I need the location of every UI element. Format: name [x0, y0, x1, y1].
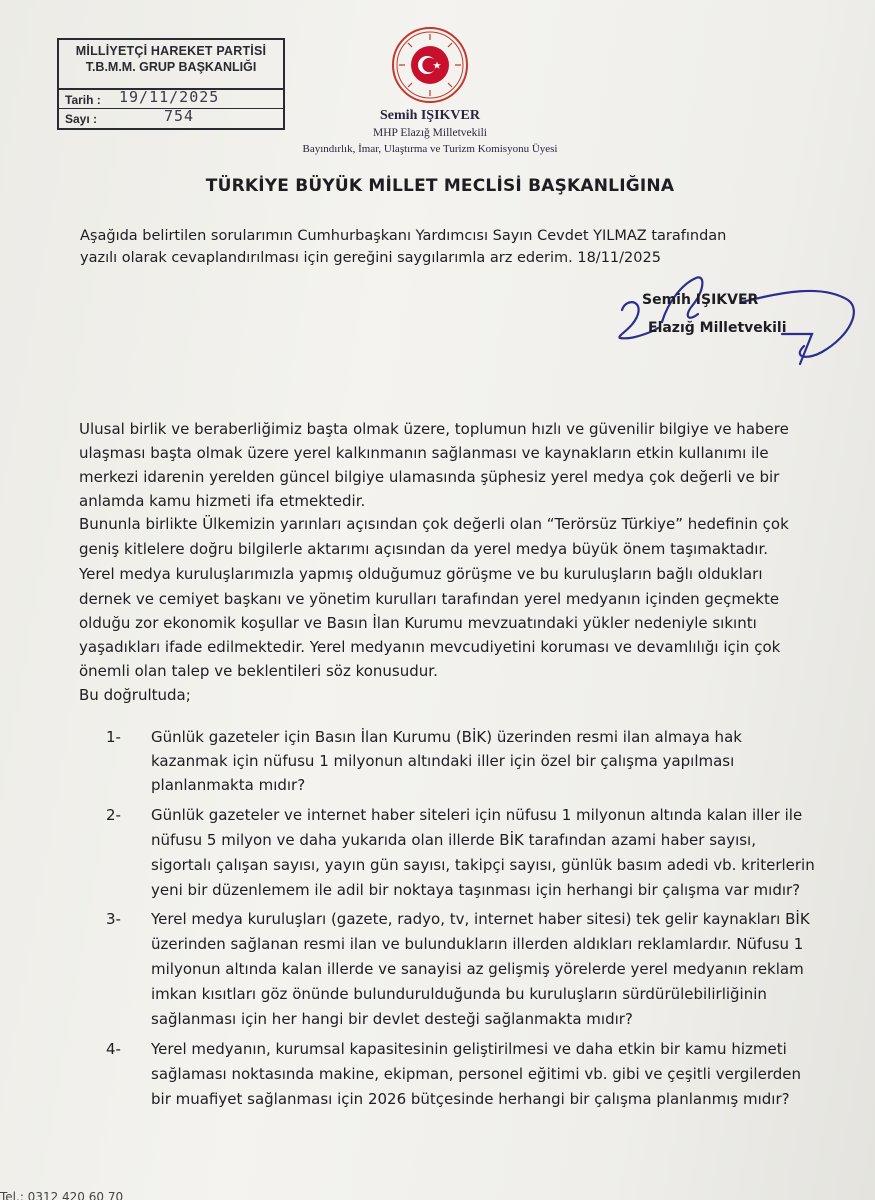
- stamp-party: MİLLİYETÇİ HAREKET PARTİSİ: [75, 44, 267, 58]
- intro-line: Aşağıda belirtilen sorularımın Cumhurbaşkanı Yardımcısı Sayın Cevdet YILMAZ tarafından: [80, 228, 727, 244]
- footer-phone: Tel.: 0312 420 60 70: [0, 1190, 124, 1200]
- body-line: önemli olan talep ve beklentileri söz konusudur.: [79, 662, 438, 680]
- stamp-date-label: Tarih :: [65, 93, 101, 107]
- handwritten-signature: [612, 262, 862, 372]
- stamp-number-label: Sayı :: [65, 112, 98, 126]
- question-number: 3-: [106, 910, 121, 928]
- body-line: Ulusal birlik ve beraberliğimiz başta olmak üzere, toplumun hızlı ve güvenilir bilgiye ve habere: [79, 420, 789, 438]
- body-line: olduğu zor ekonomik koşullar ve Basın İlan Kurumu mevzuatındaki yükler nedeniyle sıkıntı: [79, 614, 757, 632]
- body-line: geniş kitlelere doğru bilgilerle aktarımı açısından da yerel medya büyük önem taşımaktadır.: [79, 540, 769, 558]
- body-line: anlamda kamu hizmeti ifa etmektedir.: [79, 492, 366, 510]
- question-line: sigortalı çalışan sayısı, yayın gün sayısı, takipçi sayısı, günlük basım adedi vb. kriterlerin: [151, 856, 815, 874]
- body-line: merkezi idarenin yerelden güncel bilgiye ulamasında şüphesiz yerel medya çok değerli ve bir: [79, 468, 780, 486]
- question-line: nüfusu 5 milyon ve daha yukarıda olan illerde BİK tarafından azami haber sayısı,: [151, 831, 756, 849]
- letterhead-name: Semih IŞIKVER: [380, 108, 480, 123]
- stamp-date-value: 19/11/2025: [119, 88, 220, 106]
- stamp-number-value: 754: [164, 107, 195, 125]
- stamp-number-row: [59, 108, 283, 129]
- question-line: yeni bir düzenlemem ile adil bir noktaya taşınması için herhangi bir çalışma var mıdır?: [151, 881, 801, 899]
- body-line: yaşadıkları ifade edilmektedir. Yerel medyanın mevcudiyetini koruması ve devamlılığı için çok: [79, 638, 781, 656]
- question-line: planlanmakta mıdır?: [151, 776, 306, 794]
- question-line: bir muafiyet sağlanması için 2026 bütçesinde herhangi bir çalışma planlanmış mıdır?: [151, 1090, 790, 1108]
- stamp-office: T.B.M.M. GRUP BAŞKANLIĞI: [85, 60, 257, 74]
- question-line: üzerinden sağlanan resmi ilan ve bulundukların illerden aldıkları reklamlardır. Nüfusu 1: [151, 935, 804, 953]
- signatory-name: Semih IŞIKVER: [642, 292, 759, 308]
- registry-stamp: [57, 38, 285, 130]
- body-line: Bu doğrultuda;: [79, 686, 191, 704]
- intro-line: yazılı olarak cevaplandırılması için gereğini saygılarımla arz ederim. 18/11/2025: [80, 250, 661, 266]
- body-line: Yerel medya kuruluşlarımızla yapmış olduğumuz görüşme ve bu kuruluşların bağlı oldukları: [79, 565, 763, 583]
- letterhead-title: MHP Elazığ Milletvekili: [373, 127, 487, 139]
- question-line: Yerel medya kuruluşları (gazete, radyo, tv, internet haber sitesi) tek gelir kaynakları BİK: [151, 910, 810, 928]
- signatory-role: Elazığ Milletvekili: [648, 320, 787, 336]
- question-line: Günlük gazeteler ve internet haber siteleri için nüfusu 1 milyonun altında kalan iller ile: [151, 806, 803, 824]
- question-number: 1-: [106, 728, 121, 746]
- question-number: 2-: [106, 806, 121, 824]
- question-line: Yerel medyanın, kurumsal kapasitesinin geliştirilmesi ve daha etkin bir kamu hizmeti: [151, 1040, 787, 1058]
- question-line: kazanmak için nüfusu 1 milyonun altındaki iller için özel bir çalışma yapılması: [151, 752, 735, 770]
- tbmm-emblem-icon: [391, 26, 469, 104]
- question-line: imkan kısıtları göz önünde bulundurulduğunda bu kuruluşların sürdürülebilirliğinin: [151, 985, 767, 1003]
- body-line: ulaşması başta olmak üzere yerel kalkınmanın sağlanması ve kaynakların etkin kullanımı ile: [79, 444, 769, 462]
- letterhead-committee: Bayındırlık, İmar, Ulaştırma ve Turizm Komisyonu Üyesi: [302, 143, 558, 155]
- question-number: 4-: [106, 1040, 121, 1058]
- question-line: Günlük gazeteler için Basın İlan Kurumu (BİK) üzerinden resmi ilan almaya hak: [151, 728, 742, 746]
- body-line: dernek ve cemiyet başkanı ve yönetim kurulları tarafından yerel medyanın içinden geçmekte: [79, 590, 780, 608]
- question-line: sağlaması noktasında makine, ekipman, personel eğitimi vb. gibi ve çeşitli vergilerden: [151, 1065, 801, 1083]
- question-line: sağlanması için her hangi bir devlet desteği sağlanmakta mıdır?: [151, 1010, 633, 1028]
- question-line: milyonun altında kalan illerde ve sanayisi az gelişmiş yörelerde yerel medyanın reklam: [151, 960, 804, 978]
- page-title: TÜRKİYE BÜYÜK MİLLET MECLİSİ BAŞKANLIĞINA: [205, 176, 675, 196]
- body-line: Bununla birlikte Ülkemizin yarınları açısından çok değerli olan “Terörsüz Türkiye” hedefinin çok: [79, 515, 789, 533]
